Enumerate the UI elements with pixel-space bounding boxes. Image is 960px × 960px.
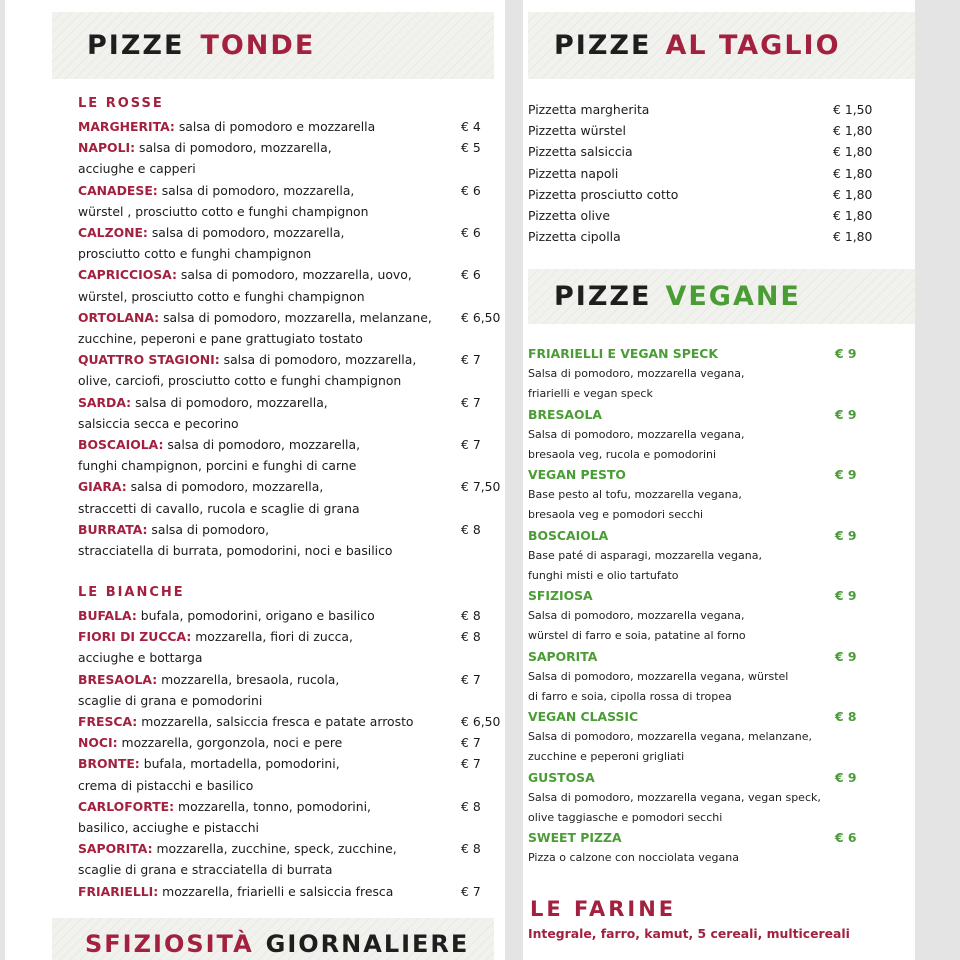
menu-item-line1 — [78, 264, 412, 285]
menu-item-line2: scaglie di grana e pomodorini — [78, 692, 263, 708]
banner-title-part1: PIZZE — [87, 30, 185, 61]
menu-item-price: € 6 — [461, 267, 481, 283]
taglio-item-price: € 1,80 — [833, 186, 873, 202]
menu-item-name: BRONTE: — [78, 756, 140, 772]
taglio-item-price: € 1,80 — [833, 144, 873, 160]
menu-item-price: € 7 — [461, 883, 481, 899]
banner-pizze-al-taglio — [528, 12, 915, 79]
menu-item-line2: scaglie di grana e stracciatella di burrata — [78, 862, 333, 878]
banner-title-part1: PIZZE — [554, 281, 652, 312]
menu-item-desc: salsa di pomodoro, mozzarella, — [147, 225, 345, 240]
menu-item-line1 — [78, 711, 414, 732]
menu-item-name: CALZONE: — [78, 225, 148, 240]
vegan-item-name: SAPORITA — [528, 648, 598, 664]
menu-item-name: CARLOFORTE: — [78, 798, 175, 814]
vegan-item-price: € 9 — [835, 769, 857, 785]
menu-item-line1 — [78, 626, 353, 647]
menu-item-price: € 8 — [461, 841, 481, 857]
vegan-item-name: BRESAOLA — [528, 406, 602, 422]
menu-item-price: € 7 — [461, 756, 481, 772]
menu-item-line1 — [78, 881, 393, 902]
taglio-item-price: € 1,80 — [833, 208, 873, 223]
vegan-item-name: GUSTOSA — [528, 769, 595, 785]
vegan-item-desc1: Pizza o calzone con nocciolata vegana — [528, 851, 739, 865]
menu-item-desc: salsa di pomodoro, mozzarella, — [163, 437, 361, 452]
menu-item-price: € 7 — [461, 437, 481, 452]
menu-item-price: € 6,50 — [461, 309, 501, 325]
menu-item-name: CAPRICCIOSA: — [78, 267, 177, 283]
menu-item-desc: bufala, pomodorini, origano e basilico — [136, 608, 375, 623]
menu-item-line1 — [78, 605, 375, 626]
vegan-item-price: € 8 — [835, 709, 857, 724]
menu-item-price: € 7 — [461, 352, 481, 368]
menu-item-line2: würstel, prosciutto cotto e funghi champignon — [78, 288, 365, 304]
menu-item-line2: zucchine, peperoni e pane grattugiato tostato — [78, 331, 363, 346]
taglio-item-name: Pizzetta napoli — [528, 165, 619, 181]
menu-item-desc: mozzarella, fiori di zucca, — [191, 629, 353, 645]
banner-pizze-tonde — [52, 12, 494, 79]
menu-item-line1 — [78, 434, 360, 455]
taglio-item-price: € 1,80 — [833, 123, 873, 139]
menu-item-name: BOSCAIOLA: — [78, 437, 164, 452]
banner-title-part2: AL TAGLIO — [665, 30, 841, 61]
menu-item-desc: salsa di pomodoro, mozzarella, melanzane, — [159, 309, 432, 325]
menu-item-desc: salsa di pomodoro e mozzarella — [174, 119, 376, 134]
menu-item-line2: salsiccia secca e pecorino — [78, 415, 239, 431]
menu-item-line1 — [78, 753, 340, 774]
vegan-item-desc2: olive taggiasche e pomodori secchi — [528, 810, 723, 824]
menu-item-price: € 5 — [461, 140, 481, 156]
left-border — [0, 0, 5, 960]
menu-item-name: BUFALA: — [78, 608, 137, 623]
menu-item-name: BURRATA: — [78, 521, 148, 537]
menu-item-line2: crema di pistacchi e basilico — [78, 777, 254, 793]
menu-item-price: € 6 — [461, 225, 481, 240]
banner-sfiziosita — [52, 918, 494, 960]
menu-item-desc: mozzarella, salsiccia fresca e patate arrosto — [137, 714, 414, 729]
menu-item-line1 — [78, 838, 397, 859]
taglio-item-name: Pizzetta cipolla — [528, 229, 621, 245]
menu-item-desc: salsa di pomodoro, mozzarella, — [131, 394, 328, 410]
banner-pizze-vegane — [528, 269, 915, 324]
farine-text: Integrale, farro, kamut, 5 cereali, multicereali — [528, 926, 850, 941]
vegan-item-name: FRIARIELLI E VEGAN SPECK — [528, 346, 718, 361]
menu-item-line1 — [78, 669, 339, 690]
right-border — [915, 0, 960, 960]
vegan-item-desc1: Salsa di pomodoro, mozzarella vegana, vegan speck, — [528, 790, 821, 804]
vegan-item-desc1: Base paté di asparagi, mozzarella vegana, — [528, 548, 762, 562]
menu-item-line1 — [78, 796, 371, 817]
banner-title-part2: VEGANE — [665, 281, 801, 312]
vegan-item-desc2: di farro e soia, cipolla rossa di tropea — [528, 689, 732, 703]
menu-item-line2: straccetti di cavallo, rucola e scaglie di grana — [78, 500, 360, 516]
taglio-item-name: Pizzetta olive — [528, 208, 610, 223]
vegan-item-desc2: friarielli e vegan speck — [528, 387, 653, 401]
menu-item-price: € 6,50 — [461, 714, 501, 729]
taglio-item-name: Pizzetta würstel — [528, 123, 626, 139]
menu-item-line1 — [78, 519, 269, 540]
vegan-item-price: € 9 — [835, 648, 857, 664]
menu-item-desc: mozzarella, bresaola, rucola, — [157, 671, 340, 687]
menu-item-line2: funghi champignon, porcini e funghi di carne — [78, 458, 357, 474]
vegan-item-desc2: bresaola veg e pomodori secchi — [528, 508, 704, 522]
menu-item-line2: olive, carciofi, prosciutto cotto e funghi champignon — [78, 373, 402, 389]
vegan-item-desc1: Salsa di pomodoro, mozzarella vegana, — [528, 427, 745, 441]
menu-item-desc: salsa di pomodoro, mozzarella, — [135, 140, 332, 156]
menu-item-name: QUATTRO STAGIONI: — [78, 352, 220, 368]
menu-item-line1 — [78, 476, 323, 497]
farine-title: LE FARINE — [530, 897, 677, 921]
banner-title-part1: PIZZE — [554, 30, 652, 61]
menu-item-desc: mozzarella, zucchine, speck, zucchine, — [152, 841, 397, 857]
vegan-item-price: € 9 — [835, 346, 857, 361]
menu-item-line2: prosciutto cotto e funghi champignon — [78, 246, 312, 262]
vegan-item-name: SWEET PIZZA — [528, 830, 622, 845]
menu-item-line1 — [78, 222, 345, 243]
vegan-item-name: BOSCAIOLA — [528, 527, 609, 543]
menu-item-line1 — [78, 349, 416, 370]
menu-item-desc: salsa di pomodoro, mozzarella, — [157, 182, 355, 198]
taglio-item-name: Pizzetta salsiccia — [528, 144, 633, 160]
menu-item-name: NAPOLI: — [78, 140, 136, 156]
banner-title-part2: TONDE — [200, 30, 316, 61]
menu-item-line1 — [78, 307, 432, 328]
section-le-bianche: LE BIANCHE — [78, 585, 185, 600]
vegan-item-desc1: Salsa di pomodoro, mozzarella vegana, — [528, 367, 745, 381]
menu-item-line2: stracciatella di burrata, pomodorini, noci e basilico — [78, 543, 393, 558]
vegan-item-desc1: Salsa di pomodoro, mozzarella vegana, würstel — [528, 669, 789, 683]
menu-item-name: SAPORITA: — [78, 841, 153, 857]
vegan-item-price: € 9 — [835, 467, 857, 482]
menu-item-line2: basilico, acciughe e pistacchi — [78, 820, 260, 835]
banner-title-part1: SFIZIOSITÀ — [85, 930, 254, 958]
taglio-item-price: € 1,80 — [833, 229, 873, 245]
vegan-item-price: € 9 — [835, 527, 857, 543]
menu-item-line1 — [78, 116, 375, 137]
menu-item-line1 — [78, 732, 342, 753]
taglio-item-price: € 1,50 — [833, 102, 873, 117]
vegan-item-desc2: bresaola veg, rucola e pomodorini — [528, 447, 717, 461]
menu-item-price: € 8 — [461, 608, 481, 623]
vegan-item-price: € 9 — [835, 588, 857, 603]
menu-item-name: GIARA: — [78, 479, 127, 495]
menu-item-price: € 8 — [461, 521, 481, 537]
vegan-item-desc1: Salsa di pomodoro, mozzarella vegana, — [528, 609, 745, 623]
vegan-item-price: € 9 — [835, 406, 857, 422]
menu-item-name: BRESAOLA: — [78, 671, 158, 687]
vegan-item-price: € 6 — [835, 830, 857, 845]
taglio-item-name: Pizzetta margherita — [528, 102, 650, 117]
menu-item-name: FIORI DI ZUCCA: — [78, 629, 192, 645]
vegan-item-name: SFIZIOSA — [528, 588, 593, 603]
vegan-item-desc1: Base pesto al tofu, mozzarella vegana, — [528, 488, 742, 502]
menu-item-name: MARGHERITA: — [78, 119, 175, 134]
vegan-item-desc2: zucchine e peperoni grigliati — [528, 750, 685, 764]
menu-item-name: SARDA: — [78, 394, 132, 410]
taglio-item-name: Pizzetta prosciutto cotto — [528, 186, 679, 202]
vegan-item-name: VEGAN PESTO — [528, 467, 626, 482]
menu-item-line2: würstel , prosciutto cotto e funghi champignon — [78, 203, 369, 219]
menu-item-name: FRESCA: — [78, 714, 138, 729]
menu-item-desc: bufala, mortadella, pomodorini, — [139, 756, 340, 772]
section-le-rosse: LE ROSSE — [78, 96, 164, 111]
menu-item-price: € 7 — [461, 671, 481, 687]
menu-item-price: € 7,50 — [461, 479, 501, 495]
menu-item-price: € 8 — [461, 629, 481, 645]
middle-divider — [505, 0, 523, 960]
banner-title-part2: GIORNALIERE — [265, 930, 470, 958]
menu-item-name: NOCI: — [78, 735, 118, 751]
menu-item-line2: acciughe e capperi — [78, 161, 196, 177]
menu-item-desc: salsa di pomodoro, mozzarella, uovo, — [176, 267, 412, 283]
menu-item-desc: mozzarella, gorgonzola, noci e pere — [117, 735, 343, 751]
vegan-item-desc2: würstel di farro e soia, patatine al forno — [528, 629, 746, 643]
menu-item-desc: mozzarella, friarielli e salsiccia fresca — [158, 883, 394, 899]
menu-item-name: FRIARIELLI: — [78, 883, 159, 899]
menu-item-line1 — [78, 137, 332, 158]
vegan-item-name: VEGAN CLASSIC — [528, 709, 639, 724]
menu-item-desc: salsa di pomodoro, — [147, 521, 270, 537]
vegan-item-desc2: funghi misti e olio tartufato — [528, 568, 679, 582]
taglio-item-price: € 1,80 — [833, 165, 873, 181]
menu-item-price: € 7 — [461, 394, 481, 410]
menu-item-name: CANADESE: — [78, 182, 158, 198]
menu-item-desc: salsa di pomodoro, mozzarella, — [219, 352, 417, 368]
menu-item-desc: salsa di pomodoro, mozzarella, — [126, 479, 324, 495]
menu-item-line2: acciughe e bottarga — [78, 650, 203, 666]
menu-item-line1 — [78, 180, 354, 201]
menu-item-line1 — [78, 392, 328, 413]
menu-item-price: € 6 — [461, 182, 481, 198]
vegan-item-desc1: Salsa di pomodoro, mozzarella vegana, melanzane, — [528, 730, 812, 744]
menu-item-desc: mozzarella, tonno, pomodorini, — [174, 798, 371, 814]
menu-item-price: € 4 — [461, 119, 481, 134]
menu-item-name: ORTOLANA: — [78, 309, 160, 325]
menu-item-price: € 7 — [461, 735, 481, 751]
menu-item-price: € 8 — [461, 798, 481, 814]
